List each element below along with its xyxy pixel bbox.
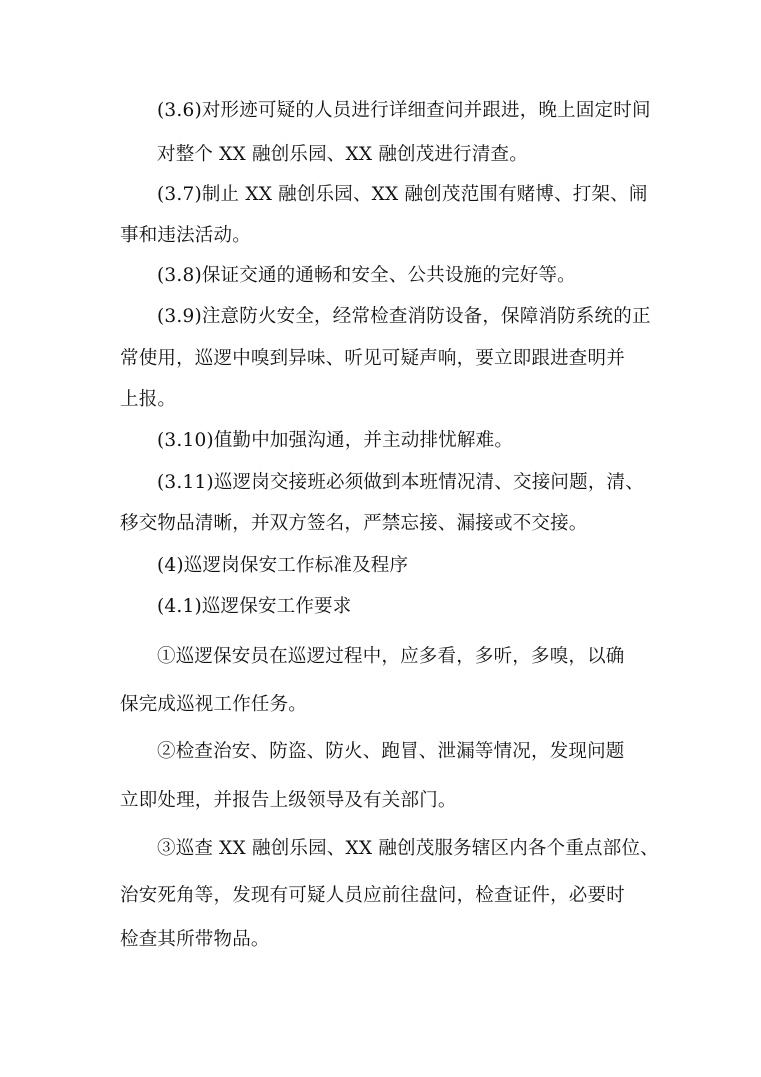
text-line-item-3-c: 检查其所带物品。 — [120, 929, 270, 950]
text-line-3-7-a: (3.7)制止 XX 融创乐园、XX 融创茂范围有赌博、打架、闹 — [157, 184, 648, 205]
text-line-3-11-b: 移交物品清晰，并双方签名，严禁忘接、漏接或不交接。 — [120, 513, 588, 534]
text-line-item-3-a: ③巡查 XX 融创乐园、XX 融创茂服务辖区内各个重点部位、 — [157, 838, 659, 859]
text-line-3-11-a: (3.11)巡逻岗交接班必须做到本班情况清、交接问题，清、 — [157, 472, 644, 493]
text-line-item-1-b: 保完成巡视工作任务。 — [120, 694, 308, 715]
text-line-3-8: (3.8)保证交通的通畅和安全、公共设施的完好等。 — [157, 265, 576, 286]
text-line-item-1-a: ①巡逻保安员在巡逻过程中，应多看，多听，多嗅，以确 — [157, 646, 625, 667]
text-line-3-6-b: 对整个 XX 融创乐园、XX 融创茂进行清查。 — [157, 144, 528, 165]
section-heading-4: (4)巡逻岗保安工作标准及程序 — [157, 555, 409, 576]
text-line-item-2-b: 立即处理，并报告上级领导及有关部门。 — [120, 790, 457, 811]
text-line-item-2-a: ②检查治安、防盗、防火、跑冒、泄漏等情况，发现问题 — [157, 741, 625, 762]
text-line-3-9-a: (3.9)注意防火安全，经常检查消防设备，保障消防系统的正 — [157, 306, 651, 327]
text-line-3-6-a: (3.6)对形迹可疑的人员进行详细查问并跟进，晚上固定时间 — [157, 100, 651, 121]
text-line-3-9-c: 上报。 — [120, 389, 177, 410]
text-line-3-7-b: 事和违法活动。 — [120, 225, 251, 246]
text-line-3-9-b: 常使用，巡逻中嗅到异味、听见可疑声响，要立即跟进查明并 — [120, 348, 625, 369]
subsection-heading-4-1: (4.1)巡逻保安工作要求 — [157, 596, 352, 617]
text-line-item-3-b: 治安死角等，发现有可疑人员应前往盘问，检查证件，必要时 — [120, 885, 625, 906]
text-line-3-10: (3.10)值勤中加强沟通，并主动排忧解难。 — [157, 430, 514, 451]
